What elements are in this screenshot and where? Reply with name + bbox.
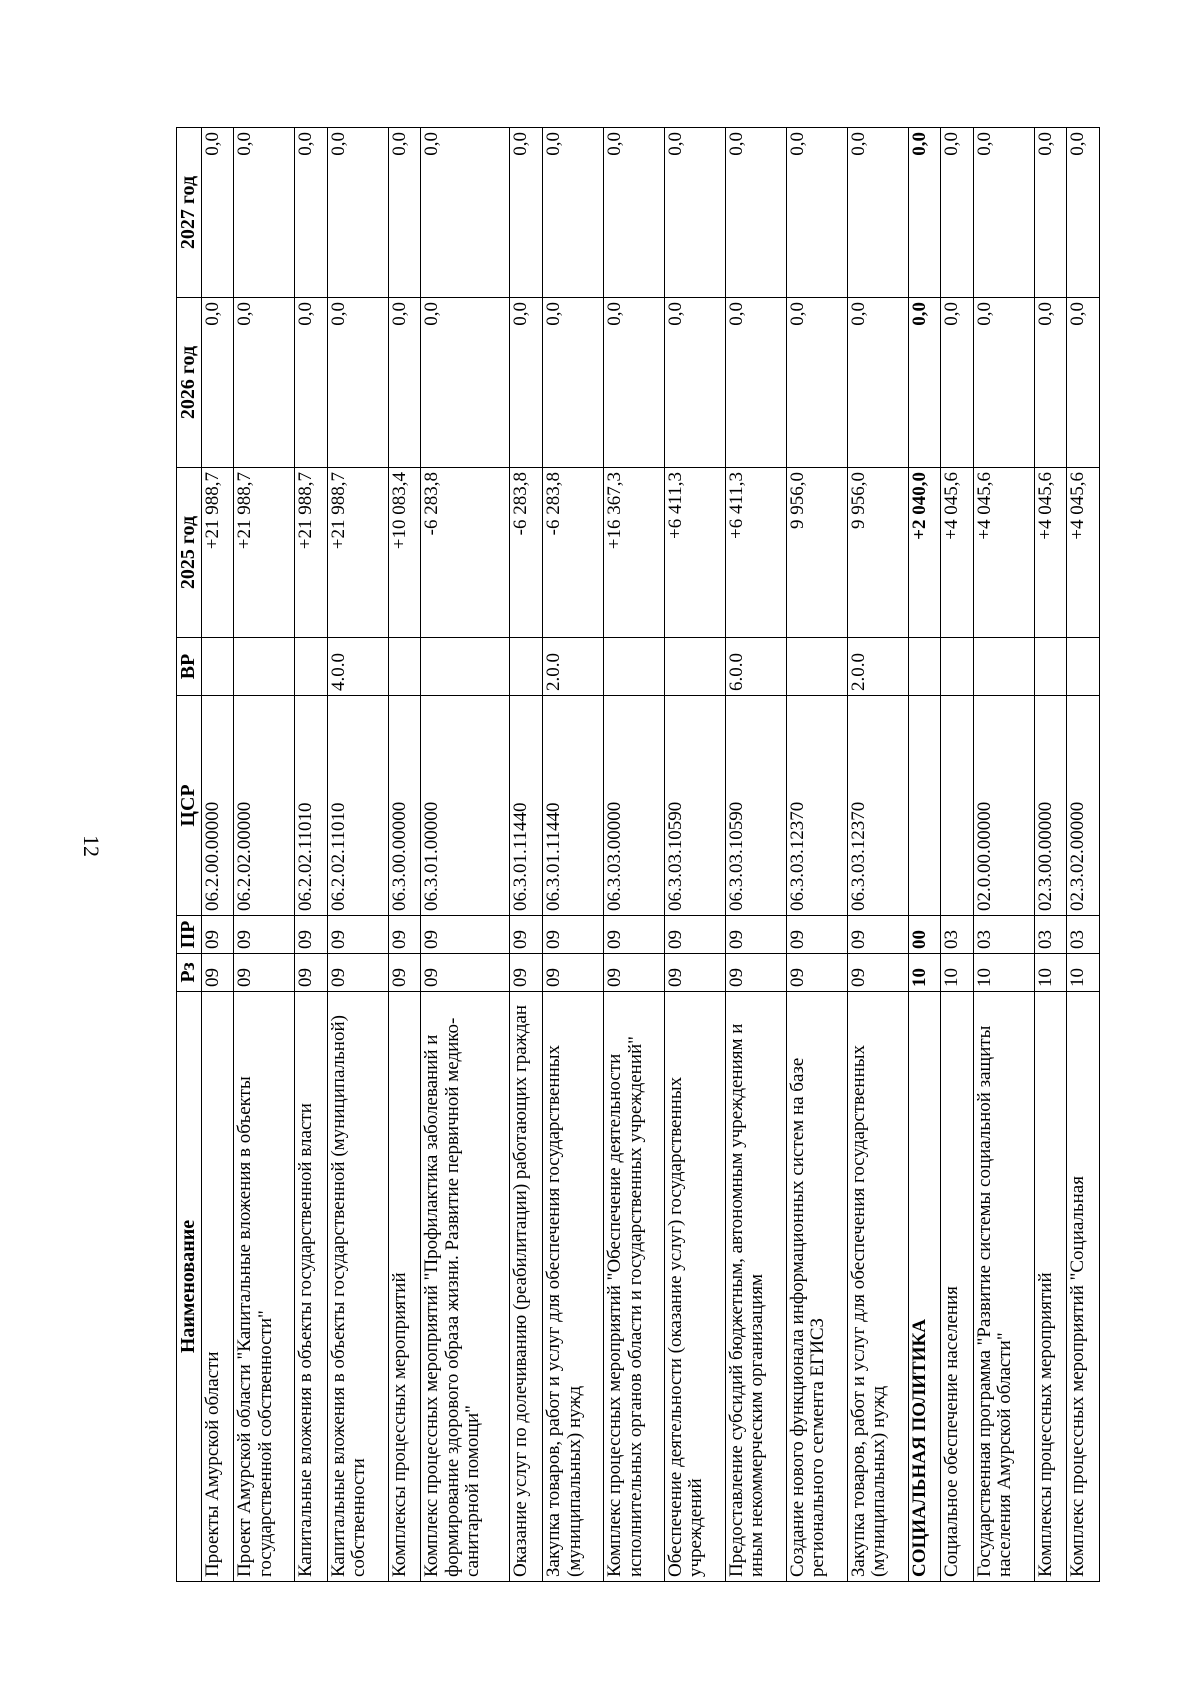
cell-pr: 09 (234, 916, 295, 954)
cell-2027: 0,0 (234, 128, 295, 298)
cell-2027: 0,0 (725, 128, 786, 298)
cell-2027: 0,0 (295, 128, 328, 298)
cell-2025: +4 045,6 (1034, 468, 1067, 638)
cell-name: Комплексы процессных мероприятий (1034, 992, 1067, 1582)
cell-2025: +16 367,3 (603, 468, 664, 638)
table-row (664, 128, 725, 1582)
cell-vr (421, 638, 510, 696)
cell-rz: 09 (388, 954, 421, 992)
cell-pr: 09 (327, 916, 388, 954)
cell-2025: +4 045,6 (941, 468, 974, 638)
cell-2027: 0,0 (1034, 128, 1067, 298)
table-row (603, 128, 664, 1582)
table-row (201, 128, 234, 1582)
cell-2027: 0,0 (388, 128, 421, 298)
table-row (847, 128, 908, 1582)
cell-name: Комплекс процессных мероприятий "Профилактика заболеваний и формирование здорового образа жизни. Развитие первичной медико-санитарной помощи" (421, 992, 510, 1582)
cell-name: Проекты Амурской области (201, 992, 234, 1582)
budget-table (176, 127, 1100, 1582)
table-row (234, 128, 295, 1582)
cell-2027: 0,0 (908, 128, 941, 298)
header-2025: 2025 год (177, 468, 202, 638)
cell-pr: 09 (786, 916, 847, 954)
cell-2025: -6 283,8 (510, 468, 543, 638)
cell-2027: 0,0 (786, 128, 847, 298)
header-rz: Рз (177, 954, 202, 992)
table-row (327, 128, 388, 1582)
cell-csr: 02.3.02.00000 (1067, 696, 1100, 916)
table-row (388, 128, 421, 1582)
cell-2026: 0,0 (1067, 298, 1100, 468)
cell-2025: +4 045,6 (1067, 468, 1100, 638)
cell-name: Закупка товаров, работ и услуг для обеспечения государственных (муниципальных) нужд (543, 992, 604, 1582)
cell-vr (1067, 638, 1100, 696)
cell-rz: 10 (908, 954, 941, 992)
cell-2027: 0,0 (847, 128, 908, 298)
cell-2026: 0,0 (664, 298, 725, 468)
cell-csr: 06.3.00.00000 (388, 696, 421, 916)
cell-rz: 09 (327, 954, 388, 992)
cell-pr: 03 (941, 916, 974, 954)
cell-2026: 0,0 (973, 298, 1034, 468)
cell-name: Создание нового функционала информационных систем на базе регионального сегмента ЕГИСЗ (786, 992, 847, 1582)
cell-2026: 0,0 (603, 298, 664, 468)
cell-pr: 09 (295, 916, 328, 954)
cell-rz: 09 (725, 954, 786, 992)
table-row (510, 128, 543, 1582)
cell-name: Социальное обеспечение населения (941, 992, 974, 1582)
table-row (543, 128, 604, 1582)
cell-2025: +4 045,6 (973, 468, 1034, 638)
table-row (941, 128, 974, 1582)
table-row (421, 128, 510, 1582)
cell-name: Обеспечение деятельности (оказание услуг) государственных учреждений (664, 992, 725, 1582)
cell-2026: 0,0 (295, 298, 328, 468)
cell-csr: 06.3.01.11440 (510, 696, 543, 916)
cell-pr: 09 (201, 916, 234, 954)
cell-csr: 06.3.01.00000 (421, 696, 510, 916)
cell-2026: 0,0 (543, 298, 604, 468)
cell-csr: 06.2.02.11010 (295, 696, 328, 916)
cell-2027: 0,0 (664, 128, 725, 298)
cell-2026: 0,0 (908, 298, 941, 468)
cell-rz: 10 (941, 954, 974, 992)
page-number: 12 (79, 835, 104, 857)
cell-vr: 2.0.0 (847, 638, 908, 696)
cell-2025: +6 411,3 (725, 468, 786, 638)
cell-2026: 0,0 (941, 298, 974, 468)
cell-2026: 0,0 (234, 298, 295, 468)
cell-rz: 09 (234, 954, 295, 992)
cell-vr: 6.0.0 (725, 638, 786, 696)
cell-2026: 0,0 (786, 298, 847, 468)
cell-2025: +6 411,3 (664, 468, 725, 638)
cell-vr (786, 638, 847, 696)
cell-name: Комплексы процессных мероприятий (388, 992, 421, 1582)
cell-2026: 0,0 (1034, 298, 1067, 468)
table-row (295, 128, 328, 1582)
cell-name: Капитальные вложения в объекты государственной (муниципальной) собственности (327, 992, 388, 1582)
header-name: Наименование (177, 992, 202, 1582)
cell-2027: 0,0 (201, 128, 234, 298)
cell-rz: 09 (421, 954, 510, 992)
cell-rz: 09 (847, 954, 908, 992)
cell-2026: 0,0 (327, 298, 388, 468)
cell-rz: 09 (510, 954, 543, 992)
cell-csr (908, 696, 941, 916)
table-row (725, 128, 786, 1582)
cell-2026: 0,0 (510, 298, 543, 468)
cell-rz: 09 (201, 954, 234, 992)
cell-rz: 10 (973, 954, 1034, 992)
cell-vr (201, 638, 234, 696)
cell-name: Капитальные вложения в объекты государственной власти (295, 992, 328, 1582)
cell-pr: 03 (1067, 916, 1100, 954)
cell-rz: 09 (664, 954, 725, 992)
rotated-table-container (176, 128, 1100, 1582)
cell-name: СОЦИАЛЬНАЯ ПОЛИТИКА (908, 992, 941, 1582)
cell-pr: 09 (388, 916, 421, 954)
table-header-row (177, 128, 202, 1582)
cell-2027: 0,0 (1067, 128, 1100, 298)
cell-2025: +21 988,7 (234, 468, 295, 638)
cell-csr: 02.3.00.00000 (1034, 696, 1067, 916)
cell-2025: +21 988,7 (327, 468, 388, 638)
cell-csr: 06.3.03.10590 (725, 696, 786, 916)
cell-csr: 06.2.00.00000 (201, 696, 234, 916)
cell-rz: 09 (543, 954, 604, 992)
cell-2026: 0,0 (388, 298, 421, 468)
cell-2027: 0,0 (510, 128, 543, 298)
cell-2026: 0,0 (421, 298, 510, 468)
cell-2027: 0,0 (327, 128, 388, 298)
header-2026: 2026 год (177, 298, 202, 468)
cell-2025: +21 988,7 (295, 468, 328, 638)
cell-vr (388, 638, 421, 696)
header-pr: ПР (177, 916, 202, 954)
cell-vr (941, 638, 974, 696)
cell-csr: 02.0.00.00000 (973, 696, 1034, 916)
cell-2027: 0,0 (421, 128, 510, 298)
cell-csr: 06.3.03.10590 (664, 696, 725, 916)
cell-2027: 0,0 (941, 128, 974, 298)
cell-pr: 09 (725, 916, 786, 954)
cell-name: Государственная программа "Развитие системы социальной защиты населения Амурской области" (973, 992, 1034, 1582)
cell-2026: 0,0 (725, 298, 786, 468)
cell-name: Проект Амурской области "Капитальные вложения в объекты государственной собственности" (234, 992, 295, 1582)
header-csr: ЦСР (177, 696, 202, 916)
table-row (1067, 128, 1100, 1582)
cell-pr: 00 (908, 916, 941, 954)
cell-pr: 09 (603, 916, 664, 954)
cell-csr: 06.3.03.12370 (786, 696, 847, 916)
cell-csr: 06.2.02.00000 (234, 696, 295, 916)
cell-vr (1034, 638, 1067, 696)
cell-rz: 10 (1034, 954, 1067, 992)
cell-csr: 06.2.02.11010 (327, 696, 388, 916)
cell-rz: 09 (603, 954, 664, 992)
cell-vr (234, 638, 295, 696)
cell-2026: 0,0 (847, 298, 908, 468)
table-row (1034, 128, 1067, 1582)
table-row (786, 128, 847, 1582)
rotated-table-inner (176, 128, 1100, 1582)
cell-2025: -6 283,8 (421, 468, 510, 638)
cell-name: Комплекс процессных мероприятий "Обеспечение деятельности исполнительных органов области и государственных учреждений" (603, 992, 664, 1582)
cell-rz: 09 (295, 954, 328, 992)
cell-csr: 06.3.03.00000 (603, 696, 664, 916)
cell-csr: 06.3.03.12370 (847, 696, 908, 916)
cell-vr: 4.0.0 (327, 638, 388, 696)
cell-2025: +10 083,4 (388, 468, 421, 638)
cell-vr (295, 638, 328, 696)
cell-pr: 09 (847, 916, 908, 954)
cell-2025: -6 283,8 (543, 468, 604, 638)
header-2027: 2027 год (177, 128, 202, 298)
cell-pr: 09 (664, 916, 725, 954)
cell-vr (664, 638, 725, 696)
cell-pr: 09 (543, 916, 604, 954)
cell-vr (603, 638, 664, 696)
cell-2027: 0,0 (543, 128, 604, 298)
cell-name: Комплекс процессных мероприятий "Социальная (1067, 992, 1100, 1582)
table-row (973, 128, 1034, 1582)
table-row (908, 128, 941, 1582)
cell-vr: 2.0.0 (543, 638, 604, 696)
cell-rz: 09 (786, 954, 847, 992)
cell-vr (908, 638, 941, 696)
cell-2025: +2 040,0 (908, 468, 941, 638)
cell-name: Оказание услуг по долечиванию (реабилитации) работающих граждан (510, 992, 543, 1582)
cell-2026: 0,0 (201, 298, 234, 468)
cell-rz: 10 (1067, 954, 1100, 992)
cell-2027: 0,0 (973, 128, 1034, 298)
cell-vr (510, 638, 543, 696)
cell-2027: 0,0 (603, 128, 664, 298)
cell-2025: +21 988,7 (201, 468, 234, 638)
cell-pr: 09 (421, 916, 510, 954)
cell-name: Предоставление субсидий бюджетным, автономным учреждениям и иным некоммерческим организациям (725, 992, 786, 1582)
cell-pr: 03 (973, 916, 1034, 954)
cell-name: Закупка товаров, работ и услуг для обеспечения государственных (муниципальных) нужд (847, 992, 908, 1582)
cell-pr: 09 (510, 916, 543, 954)
header-vr: ВР (177, 638, 202, 696)
table-body (201, 128, 1099, 1582)
cell-2025: 9 956,0 (847, 468, 908, 638)
cell-csr (941, 696, 974, 916)
cell-csr: 06.3.01.11440 (543, 696, 604, 916)
cell-pr: 03 (1034, 916, 1067, 954)
cell-vr (973, 638, 1034, 696)
cell-2025: 9 956,0 (786, 468, 847, 638)
